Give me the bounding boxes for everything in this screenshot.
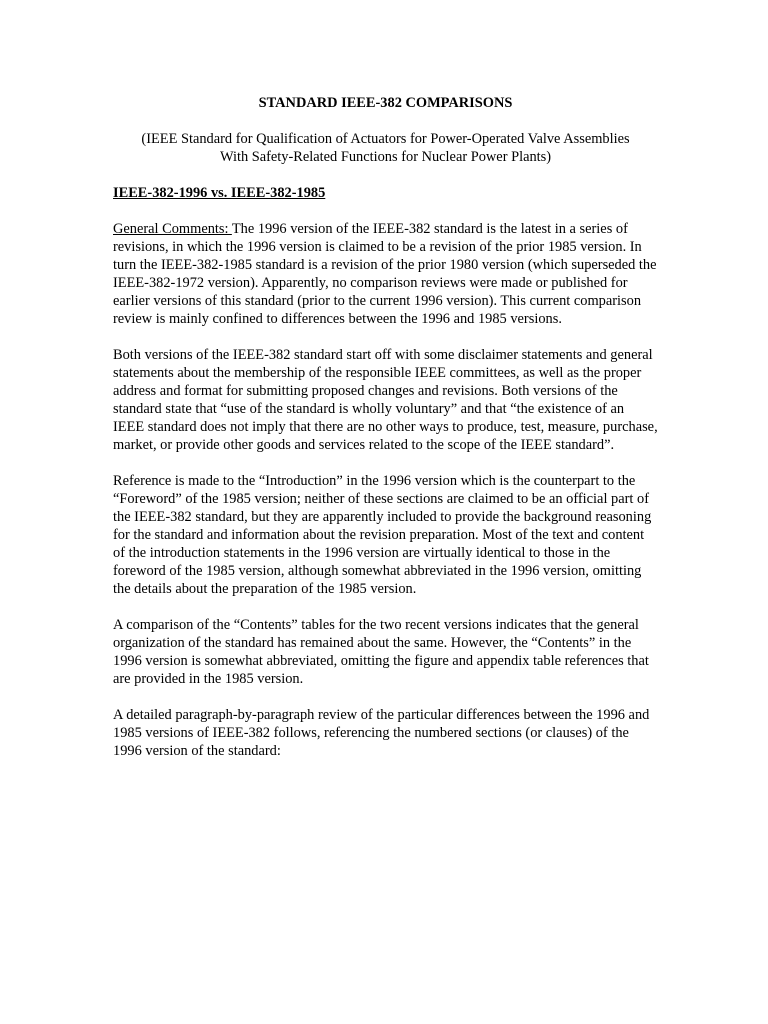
document-title: STANDARD IEEE-382 COMPARISONS	[258, 95, 513, 111]
document-subtitle	[113, 130, 658, 166]
general-comments-label: General Comments:	[113, 221, 232, 237]
paragraph-contents: A comparison of the “Contents” tables for the two recent versions indicates that the general organization of the standard has remained about the same. However, the “Contents” in the 1996 version is somewhat abbreviated, omitting the figure and appendix table references that are provided in the 1985 version.	[113, 617, 649, 687]
section-heading: IEEE-382-1996 vs. IEEE-382-1985	[113, 185, 326, 201]
subtitle-line-2: With Safety-Related Functions for Nuclear Power Plants)	[219, 149, 552, 165]
document-page	[113, 94, 658, 760]
paragraph-introduction: Reference is made to the “Introduction” in the 1996 version which is the counterpart to the “Foreword” of the 1985 version; neither of these sections are claimed to be an official part of the IEEE-382 standard, but they are apparently included to provide the background reasoning for the standard and information about the revision preparation. Most of the text and content of the introduction statements in the 1996 version are virtually identical to those in the foreword of the 1985 version, although somewhat abbreviated in the 1996 version, omitting the details about the preparation of the 1985 version.	[113, 473, 652, 597]
paragraph-detailed-review: A detailed paragraph-by-paragraph review of the particular differences between the 1996 and 1985 versions of IEEE-382 follows, referencing the numbered sections (or clauses) of the 1996 version of the standard:	[113, 707, 650, 759]
paragraph-disclaimer: Both versions of the IEEE-382 standard start off with some disclaimer statements and general statements about the membership of the responsible IEEE committees, as well as the proper address and format for submitting proposed changes and revisions. Both versions of the standard state that “use of the standard is wholly voluntary” and that “the existence of an IEEE standard does not imply that there are no other ways to produce, test, measure, purchase, market, or provide other goods and services related to the scope of the IEEE standard”.	[113, 347, 658, 453]
subtitle-line-1: (IEEE Standard for Qualification of Actuators for Power-Operated Valve Assemblies	[141, 131, 630, 147]
paragraph-text: The 1996 version of the IEEE-382 standard is the latest in a series of revisions, in which the 1996 version is claimed to be a revision of the prior 1985 version. In turn the IEEE-382-1985 standard is a revision of the prior 1980 version (which superseded the IEEE-382-1972 version). Apparently, no comparison reviews were made or published for earlier versions of this standard (prior to the current 1996 version). This current comparison review is mainly confined to differences between the 1996 and 1985 versions.	[113, 221, 657, 327]
paragraph-general-comments	[113, 220, 658, 328]
